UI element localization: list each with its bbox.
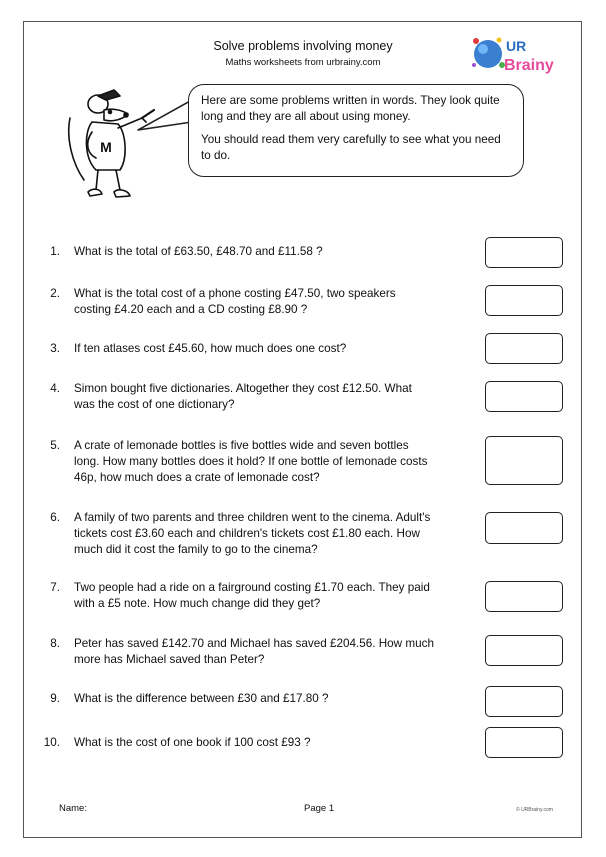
question-text: What is the total of £63.50, £48.70 and £11.58 ? bbox=[74, 245, 323, 258]
speech-bubble-tail bbox=[136, 98, 192, 134]
name-label: Name: bbox=[59, 803, 87, 814]
answer-box-5[interactable] bbox=[485, 436, 563, 485]
question-text: If ten atlases cost £45.60, how much does one cost? bbox=[74, 342, 347, 355]
question-number: 4. bbox=[50, 382, 60, 395]
intro-text-1: Here are some problems written in words. They look quite long and they are all about using money. bbox=[201, 94, 500, 123]
question-number: 6. bbox=[50, 511, 60, 524]
question-text: What is the difference between £30 and £17.80 ? bbox=[74, 692, 329, 705]
question-text: Simon bought five dictionaries. Altogether they cost £12.50. What was the cost of one dictionary? bbox=[74, 382, 412, 411]
answer-box-9[interactable] bbox=[485, 686, 563, 717]
urbrainy-logo bbox=[468, 32, 564, 76]
question-text: What is the cost of one book if 100 cost £93 ? bbox=[74, 736, 311, 749]
answer-box-3[interactable] bbox=[485, 333, 563, 364]
worksheet-subtitle: Maths worksheets from urbrainy.com bbox=[225, 57, 381, 68]
answer-box-7[interactable] bbox=[485, 581, 563, 612]
copyright-text: © URBrainy.com bbox=[516, 807, 553, 813]
intro-text-2: You should read them very carefully to see what you need to do. bbox=[201, 133, 501, 162]
question-number: 7. bbox=[50, 581, 60, 594]
logo-brainy-text: Brainy bbox=[504, 57, 554, 74]
question-text: A family of two parents and three children went to the cinema. Adult's tickets cost £3.60 each and children's tickets cost £1.80 each. How much did it cost the family to go to the cinema? bbox=[74, 511, 431, 556]
worksheet-title: Solve problems involving money bbox=[213, 39, 393, 53]
answer-box-6[interactable] bbox=[485, 512, 563, 544]
mascot-shirt-letter: M bbox=[100, 139, 112, 155]
answer-box-2[interactable] bbox=[485, 285, 563, 316]
question-number: 9. bbox=[50, 692, 60, 705]
logo-globe-icon bbox=[474, 40, 502, 68]
question-number: 2. bbox=[50, 287, 60, 300]
question-text: Two people had a ride on a fairground costing £1.70 each. They paid with a £5 note. How much change did they get? bbox=[74, 581, 430, 610]
question-text: A crate of lemonade bottles is five bottles wide and seven bottles long. How many bottles does it hold? If one bottle of lemonade costs 46p, how much does a crate of lemonade cost? bbox=[74, 439, 428, 484]
logo-ur-text: UR bbox=[506, 38, 527, 54]
speech-bubble bbox=[188, 84, 524, 177]
question-number: 10. bbox=[43, 736, 60, 749]
question-number: 3. bbox=[50, 342, 60, 355]
answer-box-1[interactable] bbox=[485, 237, 563, 268]
question-number: 5. bbox=[50, 439, 60, 452]
answer-box-4[interactable] bbox=[485, 381, 563, 412]
question-text: What is the total cost of a phone costing £47.50, two speakers costing £4.20 each and a CD costing £8.90 ? bbox=[74, 287, 396, 316]
question-number: 8. bbox=[50, 637, 60, 650]
answer-box-10[interactable] bbox=[485, 727, 563, 758]
question-number: 1. bbox=[50, 245, 60, 258]
page-number: Page 1 bbox=[304, 803, 335, 814]
answer-box-8[interactable] bbox=[485, 635, 563, 666]
question-text: Peter has saved £142.70 and Michael has saved £204.56. How much more has Michael saved than Peter? bbox=[74, 637, 434, 666]
